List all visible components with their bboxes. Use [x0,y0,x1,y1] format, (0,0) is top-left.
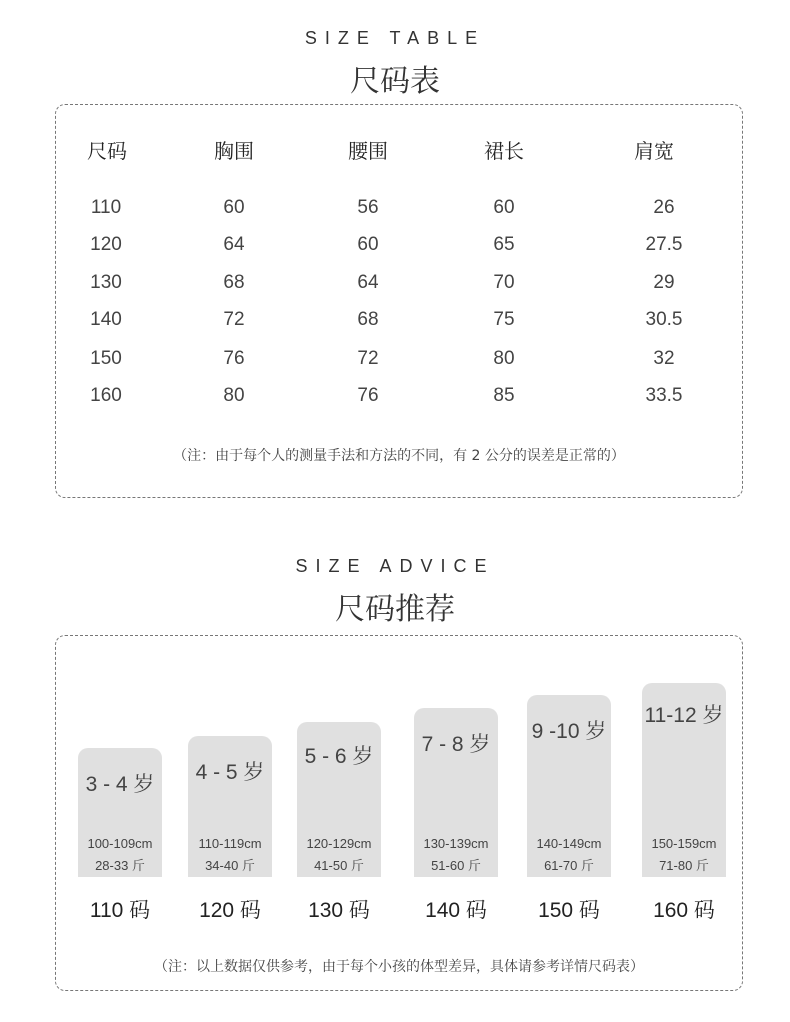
height-range: 130-139cm [423,836,489,851]
size-advice-title-cn: 尺码推荐 [335,592,455,627]
table-cell: 80 [493,348,515,369]
size-advice-item [78,748,162,877]
size-table-box [55,104,743,498]
header-length: 裙长 [484,139,524,163]
height-range: 110-119cm [198,836,262,851]
weight-range: 51-60 斤 [431,858,481,873]
table-cell: 60 [357,234,379,255]
size-advice-title-en: SIZE ADVICE [295,556,495,576]
table-cell: 140 [90,309,122,330]
table-cell: 60 [223,197,245,218]
table-cell: 150 [90,348,122,369]
size-table-title-en: SIZE TABLE [304,28,486,48]
age-label: 5 - 6 岁 [304,745,374,768]
weight-range: 61-70 斤 [544,858,594,873]
table-cell: 130 [90,272,122,293]
table-cell: 60 [493,197,515,218]
table-cell: 30.5 [645,309,683,330]
weight-range: 71-80 斤 [659,858,709,873]
size-advice-item [297,722,381,877]
size-code-label: 120 码 [199,899,261,922]
size-code-label: 110 码 [89,899,151,922]
height-range: 100-109cm [87,836,153,851]
table-cell: 120 [90,234,122,255]
table-cell: 76 [223,348,245,369]
age-label: 9 -10 岁 [531,720,607,743]
header-waist: 腰围 [348,139,388,163]
size-advice-item [414,708,498,877]
table-cell: 68 [357,309,379,330]
weight-range: 41-50 斤 [314,858,364,873]
table-cell: 29 [653,272,675,293]
table-cell: 80 [223,385,245,406]
table-cell: 110 [90,197,122,218]
table-cell: 75 [493,309,515,330]
table-cell: 85 [493,385,515,406]
table-cell: 70 [493,272,515,293]
table-cell: 72 [223,309,245,330]
size-advice-item [527,695,611,877]
table-cell: 27.5 [645,234,683,255]
height-range: 120-129cm [306,836,372,851]
table-cell: 72 [357,348,379,369]
size-advice-item [188,736,272,877]
age-label: 3 - 4 岁 [85,773,155,796]
table-cell: 76 [357,385,379,406]
height-range: 140-149cm [536,836,602,851]
size-advice-box [55,635,743,991]
table-cell: 65 [493,234,515,255]
size-code-label: 130 码 [308,899,370,922]
weight-range: 34-40 斤 [205,858,255,873]
age-label: 11-12 岁 [644,704,724,727]
size-code-label: 160 码 [653,899,715,922]
header-chest: 胸围 [214,139,254,163]
size-advice-note: （注：以上数据仅供参考，由于每个小孩的体型差异，具体请参考详情尺码表） [154,959,644,975]
age-label: 7 - 8 岁 [421,733,491,756]
size-advice-item [642,683,726,877]
weight-range: 28-33 斤 [95,858,145,873]
size-table-note: （注：由于每个人的测量手法和方法的不同，有 2 公分的误差是正常的） [173,448,625,464]
size-code-label: 150 码 [538,899,600,922]
table-cell: 64 [357,272,379,293]
size-code-label: 140 码 [425,899,487,922]
header-size: 尺码 [87,139,127,163]
table-cell: 33.5 [645,385,683,406]
table-cell: 32 [653,348,675,369]
table-cell: 64 [223,234,245,255]
table-cell: 26 [653,197,675,218]
age-label: 4 - 5 岁 [195,761,265,784]
table-cell: 160 [90,385,122,406]
height-range: 150-159cm [651,836,717,851]
table-cell: 56 [357,197,379,218]
header-shoulder: 肩宽 [634,139,674,163]
table-cell: 68 [223,272,245,293]
size-table-title-cn: 尺码表 [350,64,440,99]
